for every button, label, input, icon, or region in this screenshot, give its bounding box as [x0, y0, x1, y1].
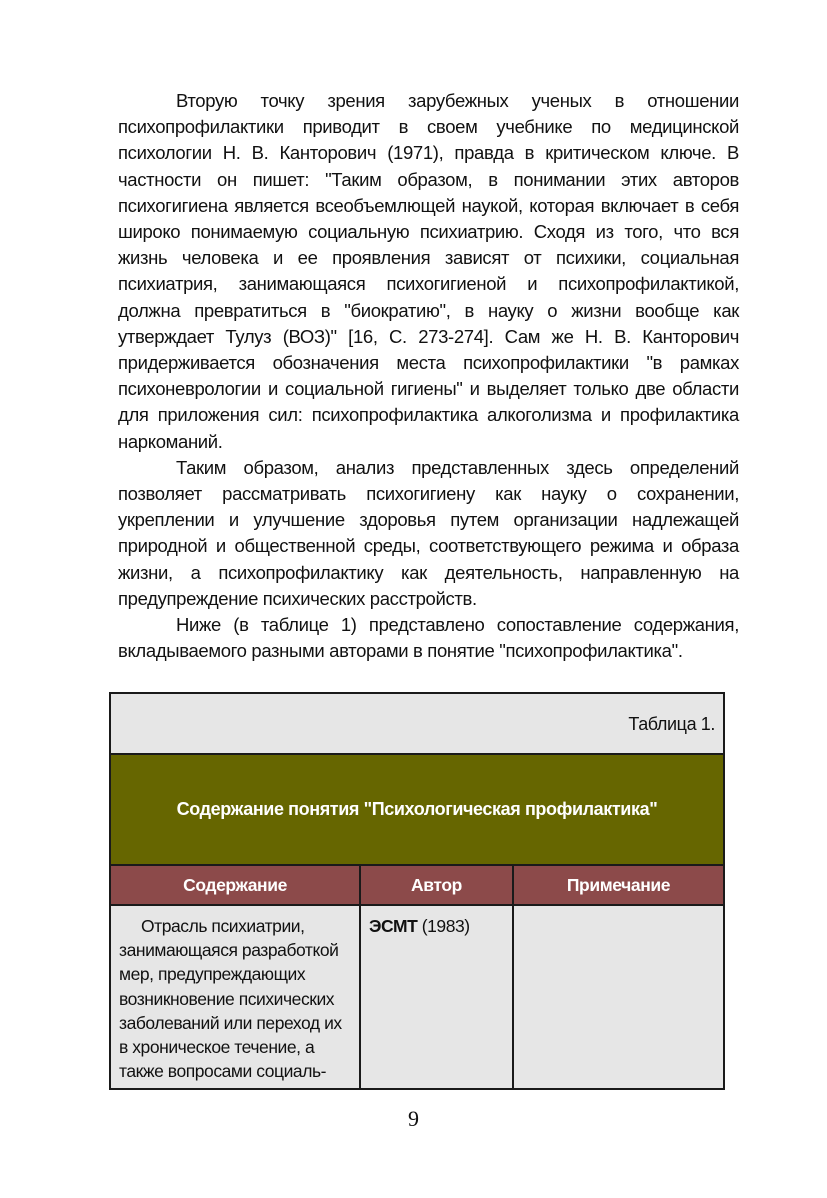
- author-name: ЭСМТ: [369, 916, 418, 936]
- table-title: Содержание понятия "Психологическая профилактика": [111, 755, 723, 866]
- paragraph: Вторую точку зрения зарубежных ученых в отношении психопрофилактики приводит в своем учебнике по медицинской психологии Н. В. Канторович (1971), правда в критическом ключе. В частности он пишет: "Таким образом, в понимании этих авторов психогигиена является всеобъемлющей наукой, которая включает в себя широко понимаемую социальную психиатрию. Сходя из того, что вся жизнь человека и ее проявления зависят от психики, социальная психиатрия, занимающаяся психогигиеной и психопрофилактикой, должна превратиться в "биократию", в науку о жизни вообще как утверждает Тулуз (ВОЗ)" [16, С. 273-274]. Сам же Н. В. Канторович придерживается обозначения места психопрофилактики "в рамках психоневрологии и социальной гигиены" и выделяет только две области для приложения сил: психопрофилактика алкоголизма и профилактика наркоманий.: [118, 90, 739, 452]
- paragraph: Таким образом, анализ представленных здесь определений позволяет рассматривать психогигиену как науку о сохранении, укреплении и улучшение здоровья путем организации надлежащей природной и общественной среды, соответствующего режима и образа жизни, а психопрофилактику как деятельность, направленную на предупреждение психических расстройств.: [118, 456, 739, 609]
- content-text: Отрасль психиатрии, занимающаяся разработкой мер, предупреждающих возникновение психических заболеваний или переход их в хроническое течение, а также вопросами социаль-: [119, 916, 342, 1082]
- column-header-note: Примечание: [512, 866, 723, 906]
- table-cell-author: [359, 906, 512, 1088]
- paragraph: Ниже (в таблице 1) представлено сопоставление содержания, вкладываемого разными авторами в понятие "психопрофилактика".: [118, 614, 739, 662]
- document-body: [118, 88, 739, 664]
- column-header-content: Содержание: [111, 866, 359, 906]
- page-number: 9: [408, 1106, 419, 1131]
- table-grid: [111, 866, 723, 1088]
- column-header-author: Автор: [359, 866, 512, 906]
- table-caption: Таблица 1.: [111, 694, 723, 755]
- author-year: (1983): [421, 916, 470, 936]
- table-cell-content: [111, 906, 359, 1088]
- table-1: [109, 692, 725, 1090]
- table-cell-note: [512, 906, 723, 1088]
